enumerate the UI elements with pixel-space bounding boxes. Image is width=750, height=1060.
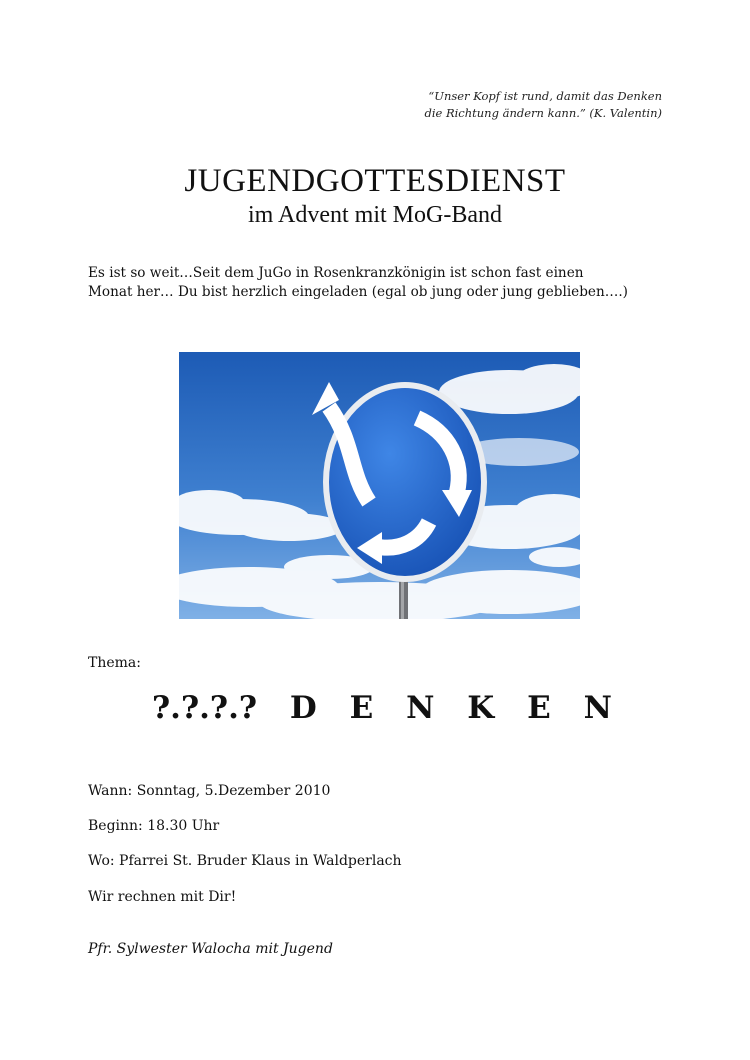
- headline-letter: K: [467, 690, 495, 726]
- start-time-line: Beginn: 18.30 Uhr: [88, 818, 220, 834]
- thema-label: Thema:: [88, 655, 141, 671]
- quote-block: [302, 88, 662, 122]
- intro-line-2: Monat her… Du bist herzlich eingeladen (egal ob jung oder jung geblieben….): [88, 284, 628, 300]
- page-title: JUGENDGOTTESDIENST: [184, 163, 566, 199]
- headline-prefix: ?.?.?.?: [152, 690, 258, 726]
- location-line: Wo: Pfarrei St. Bruder Klaus in Waldperlach: [88, 853, 402, 869]
- intro-line-1: Es ist so weit…Seit dem JuGo in Rosenkranzkönigin ist schon fast einen: [88, 265, 584, 281]
- quote-line-2: die Richtung ändern kann.” (K. Valentin): [424, 106, 662, 120]
- theme-headline: [152, 690, 612, 726]
- headline-letter: E: [349, 690, 374, 726]
- signature: Pfr. Sylwester Walocha mit Jugend: [88, 941, 333, 957]
- headline-letter: N: [406, 690, 435, 726]
- quote-line-1: “Unser Kopf ist rund, damit das Denken: [428, 89, 662, 103]
- roundabout-sign-image: [179, 352, 580, 619]
- closing-line: Wir rechnen mit Dir!: [88, 889, 237, 905]
- headline-letter: N: [583, 690, 612, 726]
- intro-text: [88, 264, 678, 302]
- headline-letter: E: [527, 690, 551, 726]
- roundabout-sign-icon: [179, 352, 580, 619]
- page-subtitle: im Advent mit MoG-Band: [248, 202, 502, 228]
- headline-letter: D: [289, 690, 317, 726]
- when-line: Wann: Sonntag, 5.Dezember 2010: [88, 783, 331, 799]
